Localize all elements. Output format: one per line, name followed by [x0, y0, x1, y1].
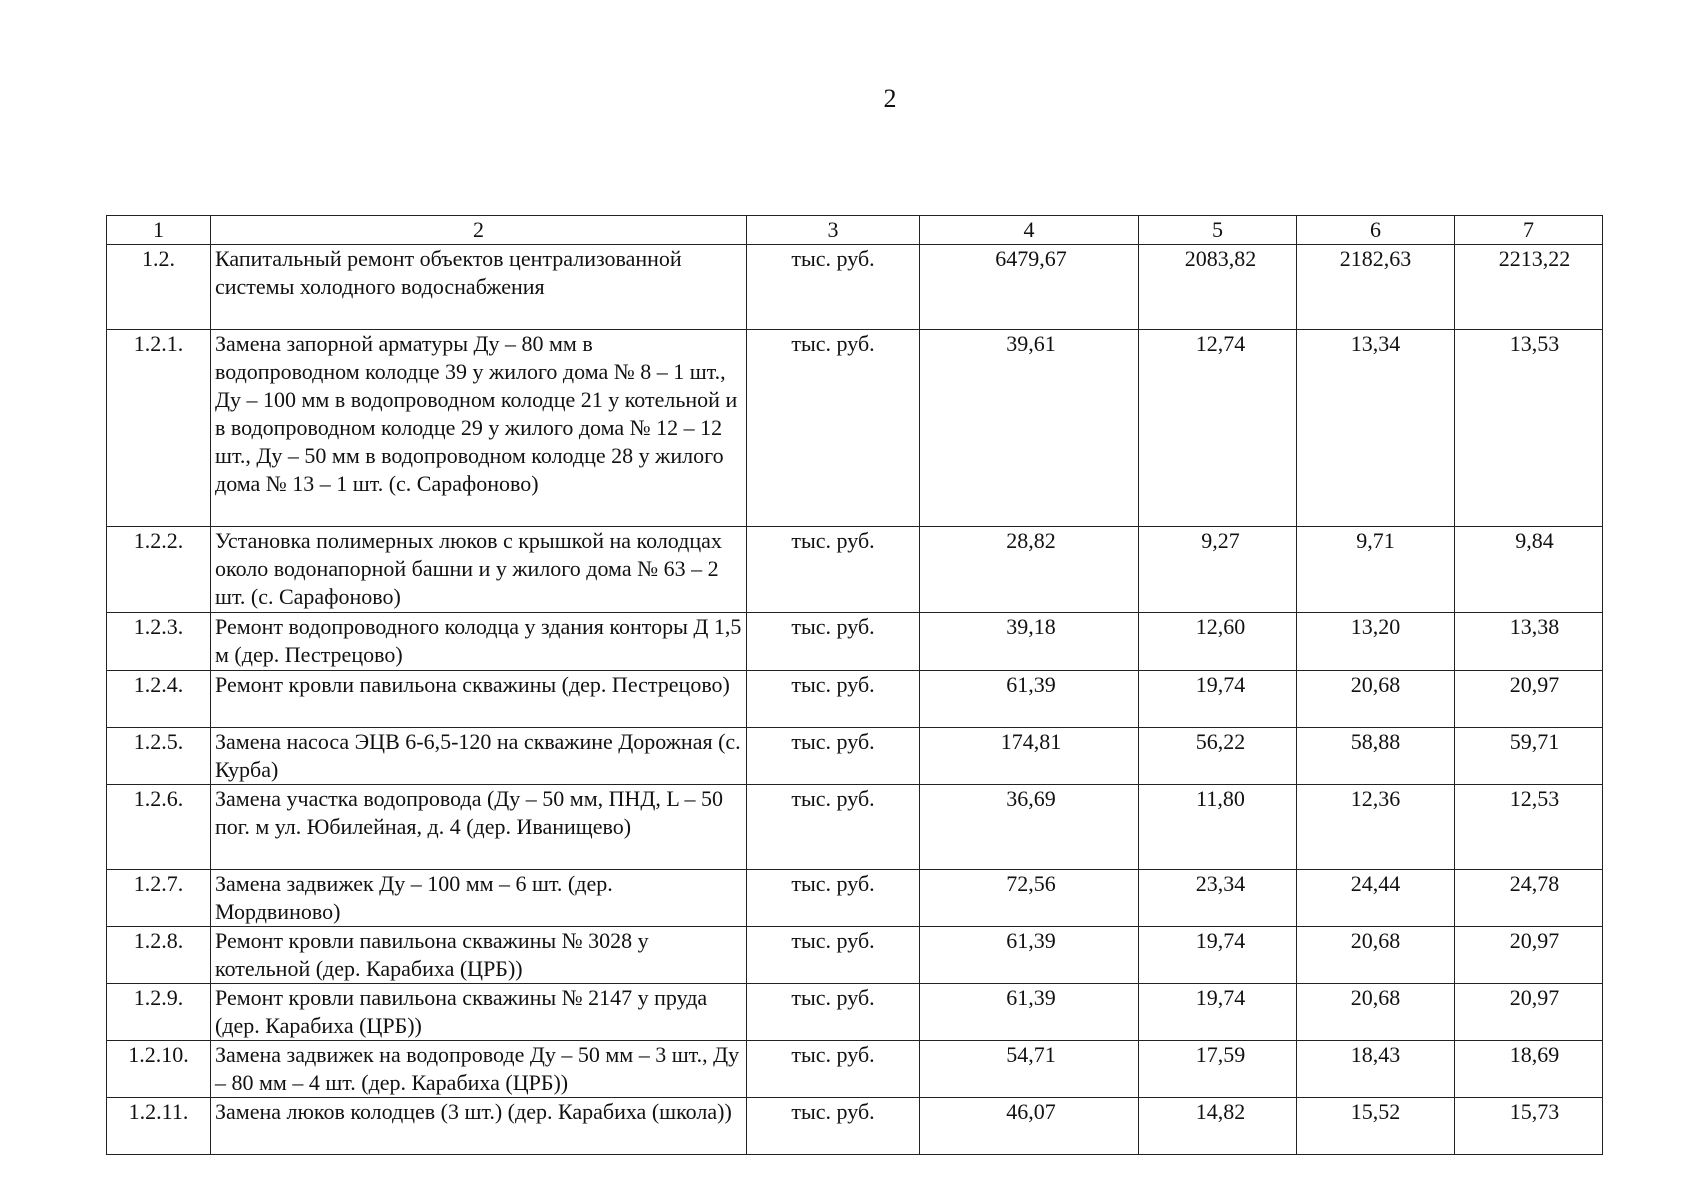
row-value-col5: 19,74 [1139, 927, 1297, 984]
row-value-col4: 28,82 [920, 527, 1139, 613]
row-value-col7: 13,53 [1455, 330, 1603, 527]
table-row [107, 927, 1603, 984]
row-value-col5: 19,74 [1139, 671, 1297, 728]
row-number: 1.2.3. [107, 613, 211, 671]
row-value-col4: 6479,67 [920, 245, 1139, 330]
table-row [107, 1098, 1603, 1155]
row-description: Замена люков колодцев (3 шт.) (дер. Карабиха (школа)) [211, 1098, 747, 1155]
row-value-col6: 20,68 [1297, 927, 1455, 984]
row-unit: тыс. руб. [747, 785, 920, 870]
column-header-6: 6 [1297, 216, 1455, 245]
row-description: Ремонт кровли павильона скважины № 2147 у пруда (дер. Карабиха (ЦРБ)) [211, 984, 747, 1041]
row-number: 1.2.1. [107, 330, 211, 527]
row-value-col7: 15,73 [1455, 1098, 1603, 1155]
table-row [107, 671, 1603, 728]
row-value-col6: 13,20 [1297, 613, 1455, 671]
row-value-col5: 12,74 [1139, 330, 1297, 527]
header-row [107, 216, 1603, 245]
column-header-2: 2 [211, 216, 747, 245]
row-value-col4: 72,56 [920, 870, 1139, 927]
table-row [107, 527, 1603, 613]
row-value-col5: 19,74 [1139, 984, 1297, 1041]
row-number: 1.2. [107, 245, 211, 330]
row-unit: тыс. руб. [747, 245, 920, 330]
row-description: Замена запорной арматуры Ду – 80 мм в водопроводном колодце 39 у жилого дома № 8 – 1 шт., Ду – 100 мм в водопроводном колодце 21 у котельной и в водопроводном колодце 29 у жилого дома № 12 – 12 шт., Ду – 50 мм в водопроводном колодце 28 у жилого дома № 13 – 1 шт. (с. Сарафоново) [211, 330, 747, 527]
row-description: Замена участка водопровода (Ду – 50 мм, ПНД, L – 50 пог. м ул. Юбилейная, д. 4 (дер. Иванищево) [211, 785, 747, 870]
row-number: 1.2.8. [107, 927, 211, 984]
row-value-col7: 20,97 [1455, 984, 1603, 1041]
row-value-col7: 13,38 [1455, 613, 1603, 671]
row-description: Замена насоса ЭЦВ 6-6,5-120 на скважине Дорожная (с. Курба) [211, 728, 747, 785]
row-number: 1.2.4. [107, 671, 211, 728]
row-number: 1.2.5. [107, 728, 211, 785]
row-unit: тыс. руб. [747, 527, 920, 613]
row-value-col5: 12,60 [1139, 613, 1297, 671]
column-header-3: 3 [747, 216, 920, 245]
page-number: 2 [883, 84, 897, 113]
row-value-col4: 39,61 [920, 330, 1139, 527]
row-description: Установка полимерных люков с крышкой на колодцах около водонапорной башни и у жилого дома № 63 – 2 шт. (с. Сарафоново) [211, 527, 747, 613]
row-description: Ремонт кровли павильона скважины № 3028 у котельной (дер. Карабиха (ЦРБ)) [211, 927, 747, 984]
row-value-col7: 20,97 [1455, 671, 1603, 728]
table-row [107, 785, 1603, 870]
row-number: 1.2.2. [107, 527, 211, 613]
table-row [107, 613, 1603, 671]
row-unit: тыс. руб. [747, 330, 920, 527]
row-unit: тыс. руб. [747, 613, 920, 671]
column-header-7: 7 [1455, 216, 1603, 245]
column-header-4: 4 [920, 216, 1139, 245]
row-description: Капитальный ремонт объектов централизованной системы холодного водоснабжения [211, 245, 747, 330]
row-value-col5: 2083,82 [1139, 245, 1297, 330]
row-value-col6: 20,68 [1297, 671, 1455, 728]
row-value-col7: 59,71 [1455, 728, 1603, 785]
row-value-col7: 18,69 [1455, 1041, 1603, 1098]
table-row [107, 870, 1603, 927]
row-number: 1.2.11. [107, 1098, 211, 1155]
row-unit: тыс. руб. [747, 671, 920, 728]
table-row [107, 728, 1603, 785]
table-row [107, 984, 1603, 1041]
row-unit: тыс. руб. [747, 1098, 920, 1155]
row-value-col4: 61,39 [920, 671, 1139, 728]
row-value-col6: 2182,63 [1297, 245, 1455, 330]
row-number: 1.2.9. [107, 984, 211, 1041]
table-row [107, 330, 1603, 527]
row-value-col4: 36,69 [920, 785, 1139, 870]
row-value-col7: 2213,22 [1455, 245, 1603, 330]
row-value-col4: 61,39 [920, 984, 1139, 1041]
row-unit: тыс. руб. [747, 728, 920, 785]
row-value-col7: 12,53 [1455, 785, 1603, 870]
row-number: 1.2.6. [107, 785, 211, 870]
row-value-col4: 61,39 [920, 927, 1139, 984]
row-value-col6: 18,43 [1297, 1041, 1455, 1098]
row-value-col5: 11,80 [1139, 785, 1297, 870]
row-value-col4: 46,07 [920, 1098, 1139, 1155]
row-value-col5: 14,82 [1139, 1098, 1297, 1155]
row-value-col4: 39,18 [920, 613, 1139, 671]
row-value-col4: 174,81 [920, 728, 1139, 785]
row-value-col6: 13,34 [1297, 330, 1455, 527]
row-value-col6: 20,68 [1297, 984, 1455, 1041]
column-header-5: 5 [1139, 216, 1297, 245]
row-value-col6: 24,44 [1297, 870, 1455, 927]
row-number: 1.2.7. [107, 870, 211, 927]
row-number: 1.2.10. [107, 1041, 211, 1098]
row-value-col4: 54,71 [920, 1041, 1139, 1098]
row-value-col6: 9,71 [1297, 527, 1455, 613]
table-row [107, 245, 1603, 330]
row-unit: тыс. руб. [747, 1041, 920, 1098]
row-description: Замена задвижек Ду – 100 мм – 6 шт. (дер. Мордвиново) [211, 870, 747, 927]
row-value-col7: 24,78 [1455, 870, 1603, 927]
column-header-1: 1 [107, 216, 211, 245]
row-unit: тыс. руб. [747, 870, 920, 927]
table-row [107, 1041, 1603, 1098]
row-value-col7: 20,97 [1455, 927, 1603, 984]
row-value-col5: 9,27 [1139, 527, 1297, 613]
row-unit: тыс. руб. [747, 984, 920, 1041]
row-value-col7: 9,84 [1455, 527, 1603, 613]
row-value-col6: 58,88 [1297, 728, 1455, 785]
row-description: Замена задвижек на водопроводе Ду – 50 мм – 3 шт., Ду – 80 мм – 4 шт. (дер. Карабиха (ЦРБ)) [211, 1041, 747, 1098]
row-description: Ремонт водопроводного колодца у здания конторы Д 1,5 м (дер. Пестрецово) [211, 613, 747, 671]
row-value-col5: 56,22 [1139, 728, 1297, 785]
row-value-col6: 15,52 [1297, 1098, 1455, 1155]
row-unit: тыс. руб. [747, 927, 920, 984]
row-value-col5: 23,34 [1139, 870, 1297, 927]
row-value-col5: 17,59 [1139, 1041, 1297, 1098]
budget-table [106, 215, 1603, 1155]
row-value-col6: 12,36 [1297, 785, 1455, 870]
row-description: Ремонт кровли павильона скважины (дер. Пестрецово) [211, 671, 747, 728]
